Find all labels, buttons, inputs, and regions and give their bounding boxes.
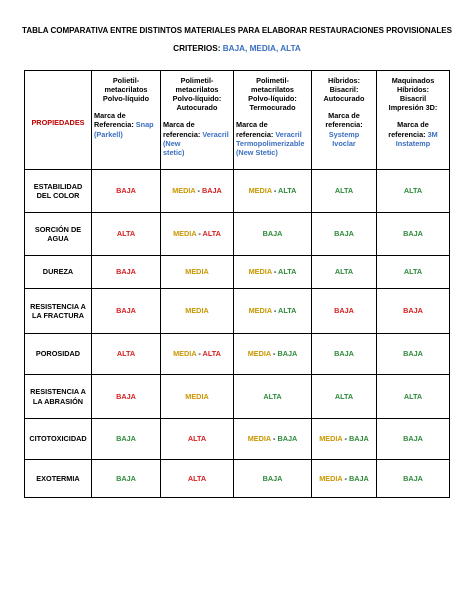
rating-cell: [377, 213, 450, 256]
criteria-label: CRITERIOS:: [173, 44, 223, 53]
header-row: [25, 71, 450, 170]
rating-value: BAJA: [334, 349, 354, 359]
rating-cell: [312, 170, 377, 213]
rating-value: MEDIA: [173, 349, 197, 359]
rating-value: BAJA: [334, 229, 354, 239]
comparison-table: [24, 70, 450, 498]
rating-value: ALTA: [334, 391, 354, 401]
reference-label: referencia:: [325, 120, 363, 130]
material-name-line: Polvo-líquido:: [248, 94, 297, 104]
rating-cell: [377, 334, 450, 375]
rating-cell: [312, 419, 377, 460]
property-label-line: RESISTENCIA A: [30, 387, 86, 397]
rating-cell: [312, 289, 377, 334]
rating-cell: [312, 334, 377, 375]
rating-cell: [92, 213, 161, 256]
rating-cell: [377, 170, 450, 213]
rating-cell: [377, 375, 450, 419]
rating-cell: [312, 375, 377, 419]
material-name-line: Polietil-: [112, 76, 140, 85]
rating-value: MEDIA: [185, 391, 209, 401]
rating-value: ALTA: [278, 267, 297, 277]
rating-value: BAJA: [262, 473, 283, 483]
property-label-line: ESTABILIDAD: [33, 181, 83, 191]
material-name-line: Autocurado: [176, 103, 218, 113]
rating-cell: [377, 460, 450, 498]
rating-cell: [161, 213, 234, 256]
material-name-line: Maquinados: [391, 76, 435, 85]
rating-separator: -: [271, 306, 279, 316]
rating-value: BAJA: [277, 349, 298, 359]
rating-separator: -: [342, 473, 349, 483]
material-name-line: Autocurado: [323, 94, 365, 104]
reference-value: Instatemp: [395, 138, 431, 148]
material-column-header: [377, 71, 450, 170]
rating-cell: [92, 289, 161, 334]
reference-label: Marca de: [163, 120, 195, 130]
reference-brand: [163, 120, 231, 156]
rating-cell: [92, 375, 161, 419]
reference-label: Marca de: [94, 111, 126, 121]
property-label: [25, 289, 92, 334]
criteria-line: [0, 44, 474, 53]
material-name-line: Polvo-líquido:: [172, 94, 222, 104]
rating-value: ALTA: [403, 186, 423, 196]
property-label: [25, 334, 92, 375]
material-name-line: Bisacril:: [329, 85, 359, 95]
reference-value: stetic): [163, 147, 185, 157]
rating-cell: [234, 460, 312, 498]
rating-value: MEDIA: [172, 186, 196, 196]
rating-cell: [234, 334, 312, 375]
rating-separator: -: [270, 434, 278, 444]
rating-value: ALTA: [116, 349, 136, 359]
material-column-header: [92, 71, 161, 170]
material-name-line: Bisacril: [399, 94, 427, 104]
reference-label: Marca de: [397, 120, 429, 130]
rating-separator: -: [342, 434, 349, 444]
rating-value: MEDIA: [185, 267, 209, 277]
property-label: [25, 419, 92, 460]
material-name: [163, 76, 231, 112]
property-label: [25, 213, 92, 256]
rating-cell: [234, 213, 312, 256]
table-row: [25, 334, 450, 375]
rating-separator: -: [270, 349, 278, 359]
reference-value: Veracril: [275, 129, 302, 139]
rating-cell: [161, 170, 234, 213]
property-label-line: LA ABRASIÓN: [32, 396, 84, 406]
material-name-line: Polimetil-: [180, 76, 214, 85]
table-row: [25, 460, 450, 498]
reference-value: Systemp: [328, 129, 360, 139]
rating-cell: [312, 256, 377, 289]
rating-value: BAJA: [262, 229, 283, 239]
material-name-line: Polvo-líquido: [102, 94, 150, 104]
rating-value: BAJA: [116, 434, 136, 444]
rating-value: MEDIA: [247, 434, 271, 444]
property-label: [25, 460, 92, 498]
table-row: [25, 375, 450, 419]
rating-cell: [377, 256, 450, 289]
rating-value: ALTA: [403, 267, 423, 277]
rating-cell: [92, 460, 161, 498]
material-name: [379, 76, 447, 112]
reference-brand: [314, 111, 374, 147]
rating-value: MEDIA: [173, 229, 197, 239]
reference-value: Snap: [135, 120, 154, 130]
rating-value: BAJA: [403, 349, 423, 359]
table-row: [25, 289, 450, 334]
rating-value: BAJA: [116, 473, 136, 483]
rating-cell: [234, 256, 312, 289]
material-name: [236, 76, 309, 112]
reference-value: Termopolimerizable: [236, 138, 305, 148]
material-name-line: metacrilatos: [175, 85, 219, 95]
reference-value: Ivoclar: [332, 138, 356, 148]
rating-cell: [377, 419, 450, 460]
reference-label: Marca de: [328, 111, 360, 121]
rating-value: ALTA: [202, 229, 221, 239]
properties-header: PROPIEDADES: [25, 71, 92, 170]
rating-cell: [92, 170, 161, 213]
rating-value: ALTA: [116, 229, 136, 239]
material-name-line: Híbridos:: [327, 76, 361, 85]
rating-value: BAJA: [201, 186, 222, 196]
reference-value: 3M: [427, 129, 438, 139]
rating-value: ALTA: [334, 186, 354, 196]
rating-value: BAJA: [403, 434, 423, 444]
rating-value: BAJA: [403, 306, 423, 316]
table-row: [25, 256, 450, 289]
rating-separator: -: [196, 349, 203, 359]
rating-cell: [92, 334, 161, 375]
property-label-line: CITOTOXICIDAD: [29, 434, 87, 444]
rating-value: BAJA: [403, 229, 423, 239]
property-label: [25, 375, 92, 419]
rating-value: BAJA: [348, 473, 369, 483]
rating-cell: [234, 289, 312, 334]
property-label-line: SORCIÓN DE: [34, 224, 82, 234]
rating-value: ALTA: [202, 349, 221, 359]
rating-cell: [312, 213, 377, 256]
property-label-line: EXOTERMIA: [36, 473, 80, 483]
rating-value: ALTA: [187, 473, 207, 483]
rating-cell: [234, 375, 312, 419]
rating-value: BAJA: [116, 391, 136, 401]
rating-value: BAJA: [277, 434, 298, 444]
rating-cell: [161, 375, 234, 419]
reference-label: referencia:: [163, 129, 203, 139]
reference-value: (New Stetic): [236, 147, 278, 157]
rating-cell: [377, 289, 450, 334]
property-label-line: LA FRACTURA: [31, 311, 84, 320]
rating-separator: -: [196, 229, 203, 239]
rating-value: BAJA: [403, 473, 423, 483]
table-row: [25, 419, 450, 460]
rating-value: ALTA: [278, 306, 297, 316]
rating-separator: -: [271, 267, 279, 277]
property-label-line: RESISTENCIA A: [30, 301, 86, 311]
document-title: TABLA COMPARATIVA ENTRE DISTINTOS MATERIALES PARA ELABORAR RESTAURACIONES PROVISIONALES: [22, 26, 452, 35]
property-label-line: DEL COLOR: [36, 191, 80, 200]
material-name-line: Polimetil-: [256, 76, 289, 85]
reference-brand: [236, 120, 309, 156]
reference-label: Referencia:: [94, 120, 136, 130]
rating-value: MEDIA: [319, 473, 343, 483]
material-name: [94, 76, 158, 103]
rating-value: MEDIA: [248, 306, 272, 316]
reference-brand: [94, 111, 158, 138]
property-label: [25, 170, 92, 213]
property-label-line: AGUA: [47, 234, 69, 243]
rating-value: ALTA: [403, 391, 423, 401]
criteria-values: BAJA, MEDIA, ALTA: [222, 44, 301, 53]
rating-cell: [161, 460, 234, 498]
rating-value: BAJA: [334, 306, 354, 316]
material-name-line: Termocurado: [249, 103, 296, 113]
rating-cell: [234, 419, 312, 460]
reference-label: referencia:: [236, 129, 276, 139]
material-name-line: Híbridos:: [396, 85, 430, 95]
rating-cell: [92, 419, 161, 460]
reference-value: Veracril (New: [163, 129, 229, 148]
rating-value: MEDIA: [248, 267, 272, 277]
rating-separator: -: [271, 186, 279, 196]
rating-cell: [92, 256, 161, 289]
property-label-line: DUREZA: [42, 267, 74, 277]
material-column-header: [161, 71, 234, 170]
reference-label: referencia:: [388, 129, 428, 139]
rating-value: MEDIA: [185, 306, 209, 316]
rating-cell: [312, 460, 377, 498]
rating-value: ALTA: [187, 434, 207, 444]
rating-value: ALTA: [334, 267, 354, 277]
rating-value: BAJA: [348, 434, 369, 444]
rating-cell: [161, 256, 234, 289]
reference-brand: [379, 120, 447, 147]
rating-cell: [161, 334, 234, 375]
rating-cell: [161, 419, 234, 460]
rating-value: MEDIA: [247, 349, 271, 359]
rating-value: MEDIA: [319, 434, 343, 444]
material-name-line: metacrilatos: [251, 85, 294, 95]
rating-value: BAJA: [116, 267, 136, 277]
table-row: [25, 213, 450, 256]
material-name-line: metacrilatos: [104, 85, 148, 95]
rating-cell: [161, 289, 234, 334]
rating-value: BAJA: [116, 306, 136, 316]
material-name: [314, 76, 374, 103]
material-column-header: [312, 71, 377, 170]
rating-separator: -: [195, 186, 202, 196]
property-label: [25, 256, 92, 289]
property-label-line: POROSIDAD: [35, 349, 81, 359]
rating-value: ALTA: [278, 186, 297, 196]
reference-label: Marca de: [236, 120, 268, 130]
material-column-header: [234, 71, 312, 170]
table-row: [25, 170, 450, 213]
rating-value: BAJA: [116, 186, 136, 196]
rating-value: MEDIA: [248, 186, 272, 196]
rating-cell: [234, 170, 312, 213]
material-name-line: Impresión 3D:: [388, 103, 438, 113]
reference-value: (Parkell): [94, 129, 123, 139]
rating-value: ALTA: [263, 391, 282, 401]
